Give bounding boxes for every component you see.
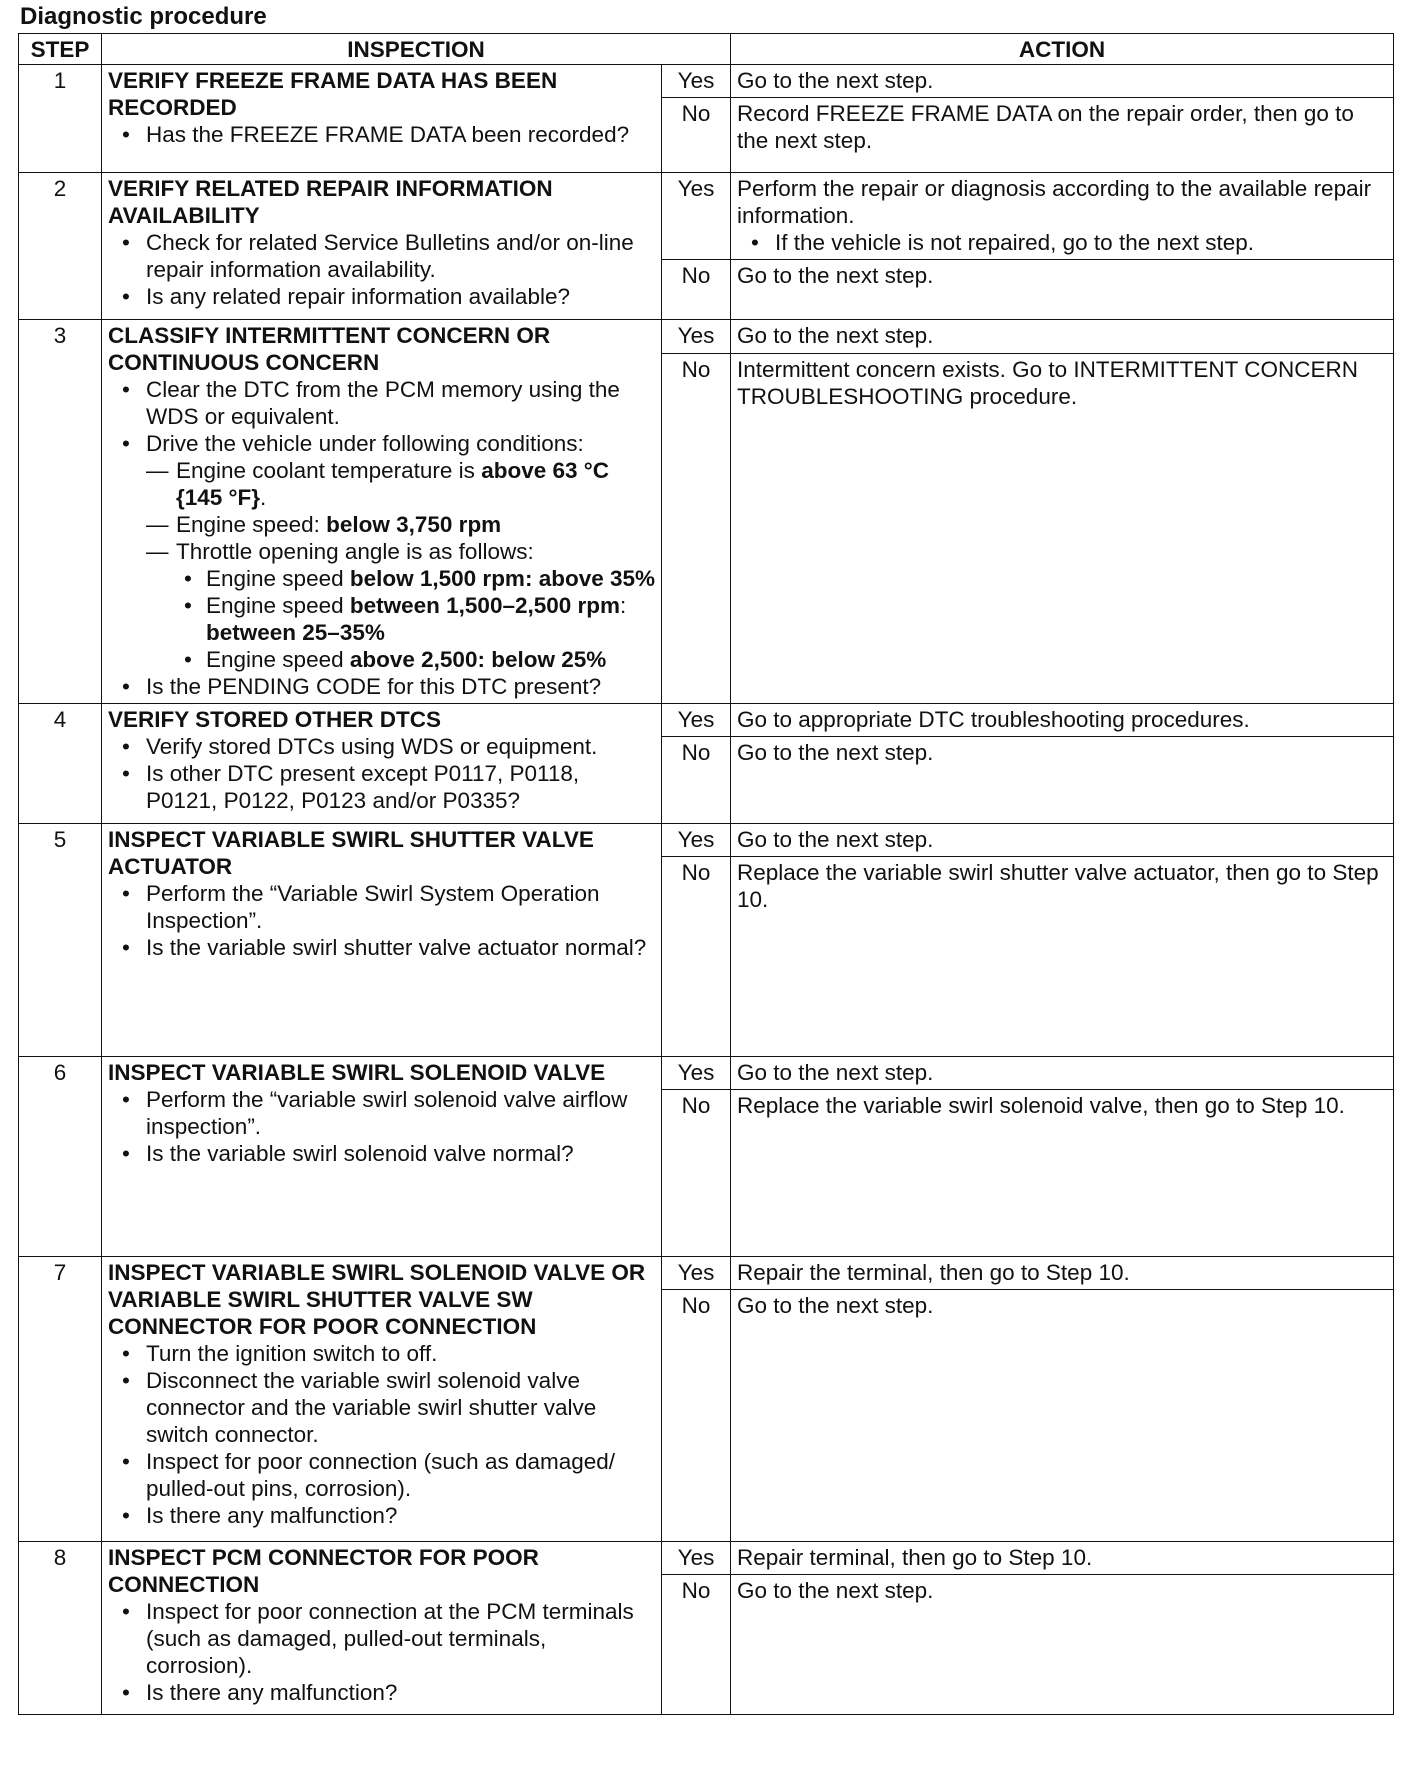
condition-throttle: — Throttle opening angle is as follows: • Engine speed below 1,500 rpm: above 35% • Engine speed between 1,500–2,500 rpm: between 25–35% • Engine speed above 2,500: below 25% (146, 538, 655, 673)
step-number: 4 (19, 704, 102, 824)
step-4-inspection (102, 704, 662, 824)
list-item: • Inspect for poor connection (such as damaged/ pulled-out pins, corrosion). (108, 1448, 655, 1502)
yes-action: Go to appropriate DTC troubleshooting procedures. (731, 704, 1394, 737)
step-heading: VERIFY RELATED REPAIR INFORMATION AVAILABILITY (108, 176, 553, 228)
no-action: Go to the next step. (731, 260, 1394, 320)
list-item: • Clear the DTC from the PCM memory using the WDS or equivalent. (108, 376, 655, 430)
step-2-yes-row (19, 173, 1394, 260)
step-5-yes-row (19, 824, 1394, 857)
step-8-inspection (102, 1542, 662, 1715)
no-action: Go to the next step. (731, 1290, 1394, 1542)
no-label: No (662, 98, 731, 173)
list-item: • Perform the “Variable Swirl System Operation Inspection”. (108, 880, 655, 934)
no-action: Replace the variable swirl shutter valve actuator, then go to Step 10. (731, 857, 1394, 1057)
list-item: • Turn the ignition switch to off. (108, 1340, 655, 1367)
yes-label: Yes (662, 704, 731, 737)
yes-action: Go to the next step. (731, 320, 1394, 354)
no-label: No (662, 857, 731, 1057)
no-label: No (662, 353, 731, 703)
list-item: • Inspect for poor connection at the PCM terminals (such as damaged, pulled-out terminals, corrosion). (108, 1598, 655, 1679)
list-item-text: Drive the vehicle under following conditions: (146, 431, 584, 456)
yes-label: Yes (662, 824, 731, 857)
step-number: 5 (19, 824, 102, 1057)
step-1-yes-row (19, 65, 1394, 98)
condition-engine-speed: — Engine speed: below 3,750 rpm (146, 511, 655, 538)
step-heading: INSPECT VARIABLE SWIRL SOLENOID VALVE OR VARIABLE SWIRL SHUTTER VALVE SW CONNECTOR FOR POOR CONNECTION (108, 1260, 646, 1339)
step-heading: INSPECT VARIABLE SWIRL SOLENOID VALVE (108, 1060, 606, 1085)
step-6-yes-row (19, 1057, 1394, 1090)
no-label: No (662, 737, 731, 824)
step-number: 3 (19, 320, 102, 704)
throttle-condition: • Engine speed between 1,500–2,500 rpm: between 25–35% (176, 592, 655, 646)
list-item: • Is the PENDING CODE for this DTC present? (108, 673, 655, 700)
no-label: No (662, 260, 731, 320)
step-heading: INSPECT VARIABLE SWIRL SHUTTER VALVE ACTUATOR (108, 827, 594, 879)
yes-label: Yes (662, 1057, 731, 1090)
yes-action: Go to the next step. (731, 65, 1394, 98)
throttle-condition: • Engine speed above 2,500: below 25% (176, 646, 655, 673)
throttle-condition: • Engine speed below 1,500 rpm: above 35% (176, 565, 655, 592)
no-action: Go to the next step. (731, 1575, 1394, 1715)
list-item (108, 430, 655, 673)
yes-action (731, 173, 1394, 260)
step-heading: CLASSIFY INTERMITTENT CONCERN OR CONTINUOUS CONCERN (108, 323, 551, 375)
list-item: • Is any related repair information available? (108, 283, 655, 310)
page-title: Diagnostic procedure (20, 3, 267, 30)
no-label: No (662, 1575, 731, 1715)
step-7-inspection (102, 1257, 662, 1542)
step-heading: VERIFY FREEZE FRAME DATA HAS BEEN RECORDED (108, 68, 558, 120)
list-item: • Is other DTC present except P0117, P0118, P0121, P0122, P0123 and/or P0335? (108, 760, 655, 814)
step-3-yes-row (19, 320, 1394, 354)
yes-label: Yes (662, 320, 731, 354)
list-item: • Verify stored DTCs using WDS or equipment. (108, 733, 655, 760)
yes-label: Yes (662, 1257, 731, 1290)
list-item: • Is the variable swirl shutter valve actuator normal? (108, 934, 655, 961)
step-4-yes-row (19, 704, 1394, 737)
list-item: • Has the FREEZE FRAME DATA been recorded? (108, 121, 655, 148)
yes-label: Yes (662, 173, 731, 260)
header-action: ACTION (731, 34, 1394, 65)
list-item: • Perform the “variable swirl solenoid valve airflow inspection”. (108, 1086, 655, 1140)
step-number: 1 (19, 65, 102, 173)
step-heading: VERIFY STORED OTHER DTCS (108, 707, 441, 732)
diagnostic-procedure-table (18, 33, 1394, 1715)
step-number: 2 (19, 173, 102, 320)
no-action: Replace the variable swirl solenoid valve, then go to Step 10. (731, 1090, 1394, 1257)
step-7-yes-row (19, 1257, 1394, 1290)
step-number: 8 (19, 1542, 102, 1715)
list-item: • Is there any malfunction? (108, 1502, 655, 1529)
yes-label: Yes (662, 1542, 731, 1575)
header-inspection: INSPECTION (102, 34, 731, 65)
step-8-yes-row (19, 1542, 1394, 1575)
yes-label: Yes (662, 65, 731, 98)
step-1-inspection (102, 65, 662, 173)
list-item: • Is there any malfunction? (108, 1679, 655, 1706)
yes-action: Repair the terminal, then go to Step 10. (731, 1257, 1394, 1290)
step-3-inspection (102, 320, 662, 704)
list-item: • Is the variable swirl solenoid valve normal? (108, 1140, 655, 1167)
table-header-row (19, 34, 1394, 65)
yes-action: Go to the next step. (731, 824, 1394, 857)
step-6-inspection (102, 1057, 662, 1257)
yes-action: Repair terminal, then go to Step 10. (731, 1542, 1394, 1575)
no-label: No (662, 1090, 731, 1257)
no-action: Intermittent concern exists. Go to INTERMITTENT CONCERN TROUBLESHOOTING procedure. (731, 353, 1394, 703)
no-action: Record FREEZE FRAME DATA on the repair order, then go to the next step. (731, 98, 1394, 173)
no-action: Go to the next step. (731, 737, 1394, 824)
list-item: • If the vehicle is not repaired, go to the next step. (737, 229, 1387, 256)
yes-action: Go to the next step. (731, 1057, 1394, 1090)
step-number: 6 (19, 1057, 102, 1257)
action-text: Perform the repair or diagnosis according to the available repair information. (737, 176, 1372, 228)
header-step: STEP (19, 34, 102, 65)
step-heading: INSPECT PCM CONNECTOR FOR POOR CONNECTION (108, 1545, 539, 1597)
condition-coolant: — Engine coolant temperature is above 63 °C {145 °F}. (146, 457, 655, 511)
list-item: • Disconnect the variable swirl solenoid valve connector and the variable swirl shutter valve switch connector. (108, 1367, 655, 1448)
step-number: 7 (19, 1257, 102, 1542)
no-label: No (662, 1290, 731, 1542)
step-5-inspection (102, 824, 662, 1057)
list-item: • Check for related Service Bulletins and/or on-line repair information availability. (108, 229, 655, 283)
step-2-inspection (102, 173, 662, 320)
